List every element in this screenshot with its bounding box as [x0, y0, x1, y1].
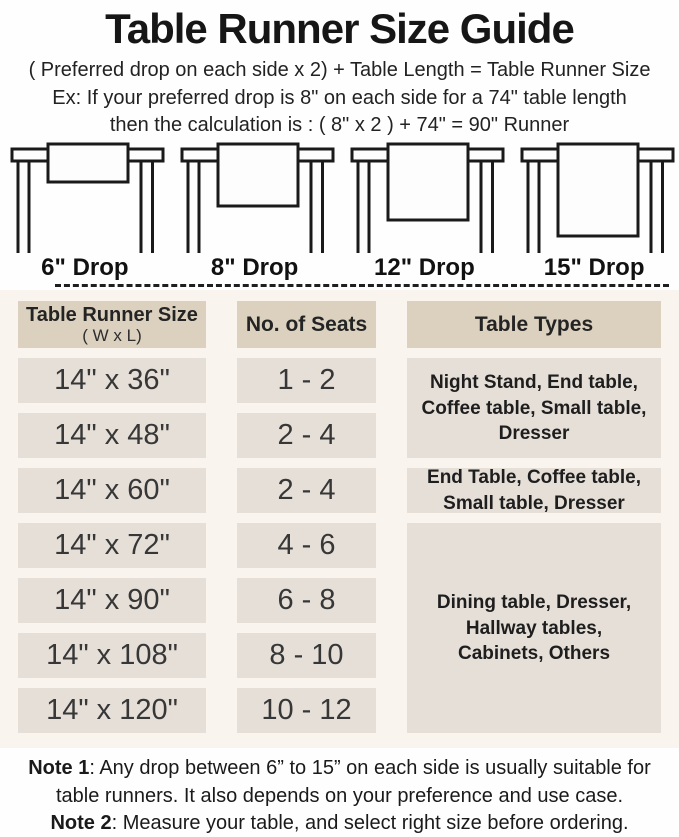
formula-text: ( Preferred drop on each side x 2) + Table Length = Table Runner Size [28, 59, 651, 82]
table-types-group-small: Night Stand, End table, Coffee table, Small table, Dresser [407, 358, 661, 458]
table-illustration-15in-drop [510, 141, 679, 253]
drop-label-12in: 12" Drop [374, 254, 475, 282]
example-line-2: then the calculation is : ( 8" x 2 ) + 74" = 90" Runner [109, 113, 570, 136]
size-table [0, 290, 679, 748]
table-types-group-large: Dining table, Dresser, Hallway tables, Cabinets, Others [407, 523, 661, 733]
runner-size-cell: 14" x 90" [18, 578, 206, 623]
runner-size-cell: 14" x 120" [18, 688, 206, 733]
runner-rect [48, 144, 128, 182]
drop-illustrations [0, 141, 679, 253]
header-table-types: Table Types [407, 301, 661, 348]
seats-cell: 1 - 2 [237, 358, 376, 403]
runner-size-cell: 14" x 72" [18, 523, 206, 568]
notes [0, 748, 679, 837]
table-runner-diagram [340, 141, 510, 253]
runner-rect [218, 144, 298, 206]
table-types-group-medium: End Table, Coffee table, Small table, Dresser [407, 468, 661, 513]
header-runner-size-title: Table Runner Size [26, 304, 198, 327]
table-runner-diagram [510, 141, 679, 253]
page-title: Table Runner Size Guide [105, 5, 574, 52]
seats-cell: 8 - 10 [237, 633, 376, 678]
table-runner-diagram [170, 141, 340, 253]
drop-labels-row [0, 254, 679, 282]
table-illustration-6in-drop [0, 141, 170, 253]
seats-cell: 6 - 8 [237, 578, 376, 623]
example-line-1: Ex: If your preferred drop is 8" on each side for a 74" table length [52, 86, 627, 109]
runner-size-cell: 14" x 36" [18, 358, 206, 403]
header-runner-size-subtitle: ( W x L) [82, 326, 142, 346]
runner-size-cell: 14" x 60" [18, 468, 206, 513]
note-1: Note 1: Any drop between 6” to 15” on each side is usually suitable for table runners. It also depends on your preference and use case. [28, 757, 651, 807]
table-illustration-12in-drop [340, 141, 510, 253]
drop-label-6in: 6" Drop [41, 254, 129, 282]
dashed-divider [55, 284, 669, 287]
seats-cell: 4 - 6 [237, 523, 376, 568]
seats-cell: 10 - 12 [237, 688, 376, 733]
table-illustration-8in-drop [170, 141, 340, 253]
runner-rect [388, 144, 468, 220]
header-seats: No. of Seats [237, 301, 376, 348]
table-runner-diagram [0, 141, 170, 253]
note-2: Note 2: Measure your table, and select right size before ordering. [50, 811, 629, 834]
seats-cell: 2 - 4 [237, 468, 376, 513]
runner-size-cell: 14" x 108" [18, 633, 206, 678]
header-runner-size [18, 301, 206, 348]
drop-label-15in: 15" Drop [543, 254, 645, 282]
runner-rect [558, 144, 638, 236]
seats-cell: 2 - 4 [237, 413, 376, 458]
drop-label-8in: 8" Drop [210, 254, 299, 282]
runner-size-cell: 14" x 48" [18, 413, 206, 458]
